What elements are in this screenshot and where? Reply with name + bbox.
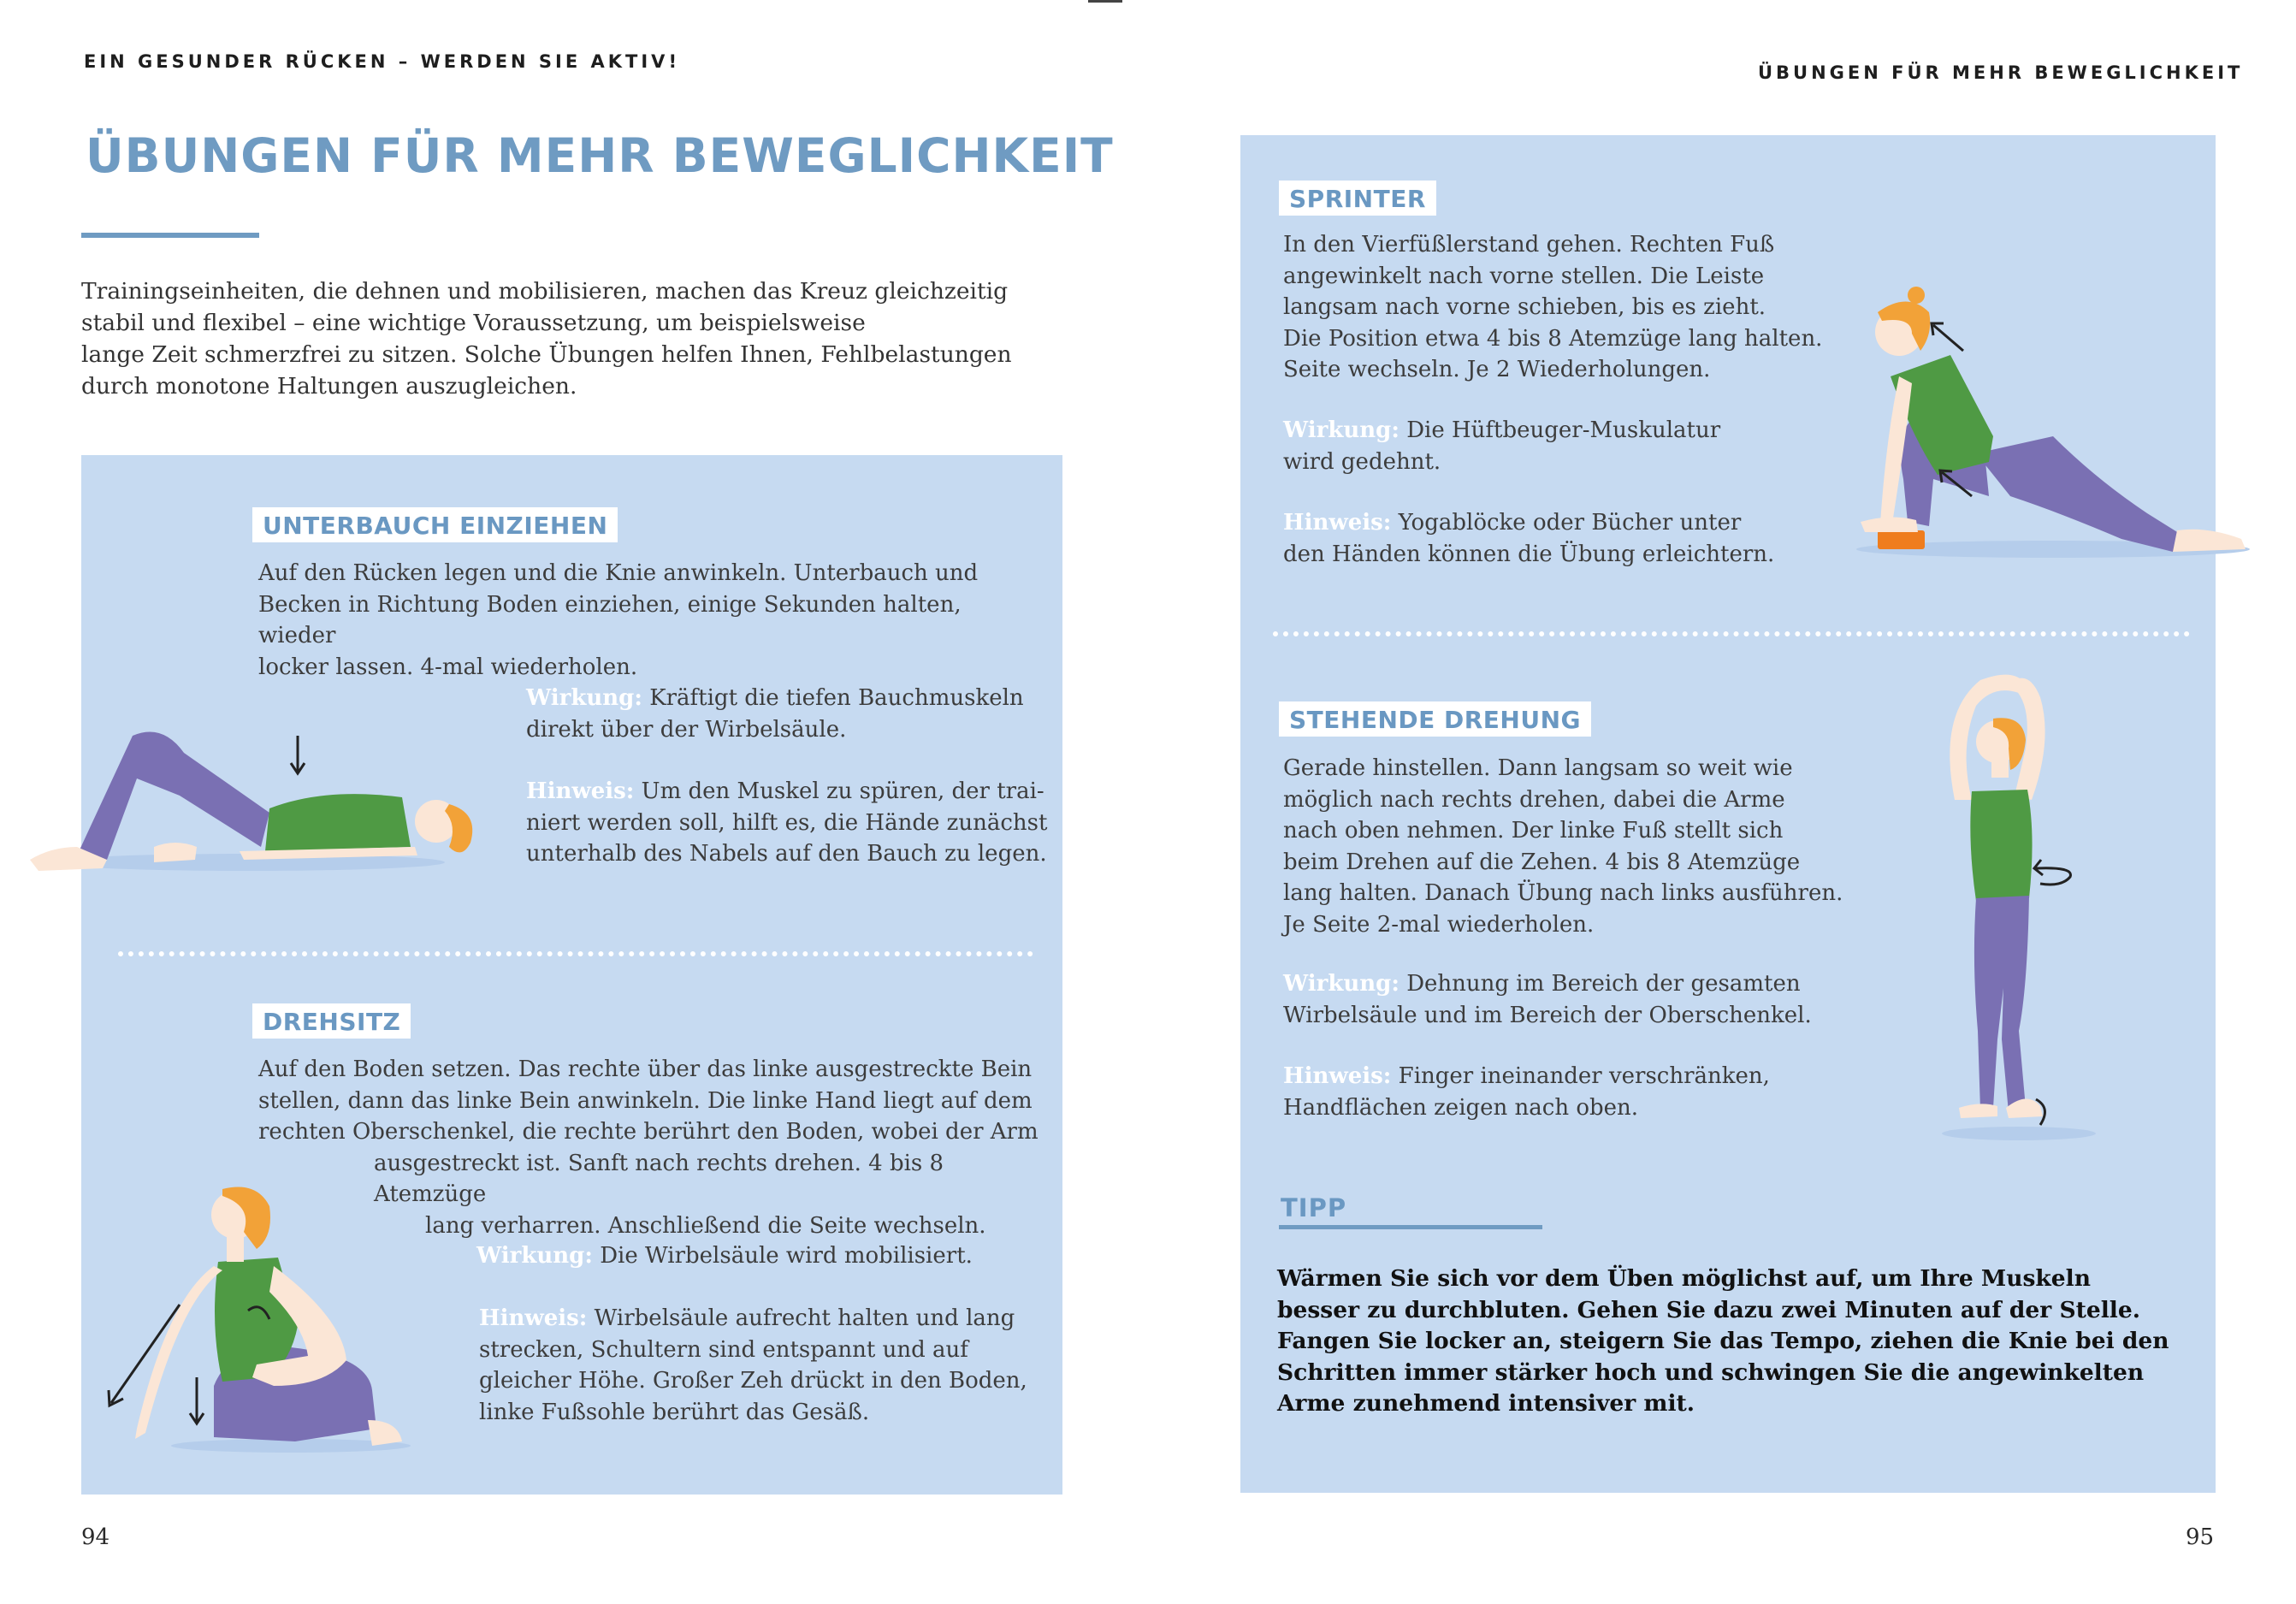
foot	[368, 1420, 402, 1446]
text-line: den Händen können die Übung erleichtern.	[1283, 541, 1775, 567]
exercise-effect	[1283, 968, 1848, 1031]
effect-label: Wirkung:	[476, 1243, 593, 1269]
text-line: besser zu durchbluten. Gehen Sie dazu zwei Minuten auf der Stelle.	[1277, 1296, 2140, 1323]
text-line: Die Position etwa 4 bis 8 Atemzüge lang halten.	[1283, 325, 1823, 352]
text-line: strecken, Schultern sind entspannt und auf	[479, 1336, 968, 1363]
neck	[1991, 759, 2009, 778]
foot	[1959, 1104, 1997, 1118]
exercise-effect	[526, 683, 1056, 745]
text-line: Yogablöcke oder Bücher unter	[1398, 510, 1742, 536]
tip-rule	[1279, 1225, 1542, 1229]
divider-dots	[118, 951, 1033, 956]
text-line: locker lassen. 4-mal wiederholen.	[258, 654, 638, 680]
text-line: linke Fußsohle berührt das Gesäß.	[479, 1399, 870, 1425]
intro-paragraph	[81, 275, 1065, 402]
floor-shadow	[1942, 1127, 2096, 1140]
text-line: Finger ineinander verschränken,	[1398, 1063, 1770, 1089]
text-line: angewinkelt nach vorne stellen. Die Leiste	[1283, 263, 1765, 289]
text-line: unterhalb des Nabels auf den Bauch zu legen.	[526, 841, 1047, 867]
foot	[2173, 530, 2246, 552]
illustration-lying-woman	[26, 719, 488, 881]
text-line: rechten Oberschenkel, die rechte berührt den Boden, wobei der Arm	[258, 1119, 1039, 1145]
text-line: Kräftigt die tiefen Bauchmuskeln	[649, 685, 1024, 711]
effect-label: Wirkung:	[526, 685, 642, 711]
neck	[227, 1236, 244, 1262]
torso-shirt	[265, 794, 411, 851]
legs	[1974, 896, 2029, 1112]
tip-heading: TIPP	[1281, 1193, 1347, 1222]
text-line: gleicher Höhe. Großer Zeh drückt in den Boden,	[479, 1368, 1027, 1394]
yoga-block	[1878, 530, 1925, 549]
intro-line: durch monotone Haltungen auszugleichen.	[81, 373, 577, 400]
hint-label: Hinweis:	[1283, 1063, 1392, 1089]
arm	[135, 1266, 222, 1439]
text-line: möglich nach rechts drehen, dabei die Arme	[1283, 786, 1785, 813]
exercise-description	[1283, 229, 1848, 386]
exercise-description	[1283, 753, 1848, 940]
page-number-left: 94	[81, 1524, 110, 1550]
text-line: niert werden soll, hilft es, die Hände zunächst	[526, 809, 1048, 836]
text-line: Auf den Rücken legen und die Knie anwinkeln. Unterbauch und	[258, 560, 979, 586]
text-line: langsam nach vorne schieben, bis es zieht.	[1283, 294, 1766, 320]
torso-shirt	[1970, 790, 2032, 901]
text-line: lang verharren. Anschließend die Seite wechseln.	[425, 1212, 986, 1239]
page-title: ÜBUNGEN FÜR MEHR BEWEGLICHKEIT	[86, 128, 1114, 183]
text-line: wird gedehnt.	[1283, 448, 1441, 475]
text-line: Die Hüftbeuger-Muskulatur	[1406, 417, 1721, 443]
gutter-mark	[1088, 0, 1122, 3]
illustration-sprinter-lunge	[1839, 282, 2258, 565]
page-number-right: 95	[2186, 1524, 2215, 1550]
text-line: beim Drehen auf die Zehen. 4 bis 8 Atemzüge	[1283, 849, 1801, 875]
text-line: Dehnung im Bereich der gesamten	[1406, 971, 1801, 997]
text-line: In den Vierfüßlerstand gehen. Rechten Fuß	[1283, 232, 1775, 257]
exercise-tag-stehende-drehung: STEHENDE DREHUNG	[1279, 701, 1591, 737]
exercise-description	[258, 558, 1028, 683]
exercise-tag-sprinter: SPRINTER	[1279, 181, 1436, 216]
text-line: Wirbelsäule und im Bereich der Oberschenkel.	[1283, 1002, 1812, 1028]
exercise-effect	[1283, 415, 1814, 477]
illustration-standing-twist	[1925, 663, 2113, 1151]
text-line: Seite wechseln. Je 2 Wiederholungen.	[1283, 357, 1711, 382]
hint-label: Hinweis:	[526, 778, 635, 804]
tip-text	[1277, 1264, 2184, 1420]
text-line: Handflächen zeigen nach oben.	[1283, 1094, 1639, 1121]
exercise-hint	[1283, 507, 1814, 570]
intro-line: stabil und flexibel – eine wichtige Voraussetzung, um beispielsweise	[81, 310, 866, 336]
text-line: Schritten immer stärker hoch und schwingen Sie die angewinkelten	[1277, 1358, 2145, 1386]
intro-line: lange Zeit schmerzfrei zu sitzen. Solche Übungen helfen Ihnen, Fehlbelastungen	[81, 341, 1012, 368]
text-line: Fangen Sie locker an, steigern Sie das Tempo, ziehen die Knie bei den	[1277, 1328, 2169, 1354]
illustration-seated-twist	[86, 1172, 428, 1463]
running-head-left: EIN GESUNDER RÜCKEN – WERDEN SIE AKTIV!	[84, 51, 681, 72]
title-rule	[81, 233, 259, 238]
text-line: Auf den Boden setzen. Das rechte über das linke ausgestreckte Bein	[258, 1057, 1033, 1082]
text-line: lang halten. Danach Übung nach links ausführen.	[1283, 880, 1843, 906]
exercise-hint	[526, 776, 1056, 870]
exercise-effect	[476, 1240, 1041, 1272]
rotate-arrow-icon	[2036, 868, 2071, 885]
text-line: nach oben nehmen. Der linke Fuß stellt sich	[1283, 818, 1784, 843]
hint-label: Hinweis:	[1283, 510, 1392, 536]
exercise-tag-unterbauch: UNTERBAUCH EINZIEHEN	[252, 507, 618, 542]
effect-label: Wirkung:	[1283, 971, 1399, 997]
arrow-up-left-icon	[1933, 325, 1963, 351]
running-head-right: ÜBUNGEN FÜR MEHR BEWEGLICHKEIT	[1758, 62, 2244, 83]
hint-label: Hinweis:	[479, 1305, 588, 1331]
text-line: Die Wirbelsäule wird mobilisiert.	[600, 1243, 973, 1269]
hair-bun	[1908, 287, 1925, 304]
text-line: Becken in Richtung Boden einziehen, einige Sekunden halten, wieder	[258, 591, 962, 648]
text-line: stellen, dann das linke Bein anwinkeln. Die linke Hand liegt auf dem	[258, 1087, 1033, 1114]
foot	[154, 843, 197, 862]
effect-label: Wirkung:	[1283, 417, 1399, 443]
exercise-hint	[1283, 1061, 1848, 1123]
text-line: Um den Muskel zu spüren, der trai-	[641, 778, 1044, 804]
legs	[77, 732, 269, 861]
text-line: Arme zunehmend intensiver mit.	[1277, 1390, 1695, 1417]
text-line: ausgestreckt ist. Sanft nach rechts drehen. 4 bis 8 Atemzüge	[374, 1150, 944, 1207]
text-line: Gerade hinstellen. Dann langsam so weit wie	[1283, 755, 1793, 781]
back-leg	[1976, 436, 2181, 552]
intro-line: Trainingseinheiten, die dehnen und mobilisieren, machen das Kreuz gleichzeitig	[81, 278, 1009, 305]
text-line: direkt über der Wirbelsäule.	[526, 716, 847, 743]
text-line: Wirbelsäule aufrecht halten und lang	[594, 1305, 1015, 1331]
text-line: Wärmen Sie sich vor dem Üben möglichst auf, um Ihre Muskeln	[1277, 1265, 2091, 1292]
exercise-hint	[479, 1303, 1044, 1428]
text-line: Je Seite 2-mal wiederholen.	[1283, 911, 1595, 938]
exercise-tag-drehsitz: DREHSITZ	[252, 1003, 411, 1039]
divider-dots	[1273, 631, 2190, 636]
